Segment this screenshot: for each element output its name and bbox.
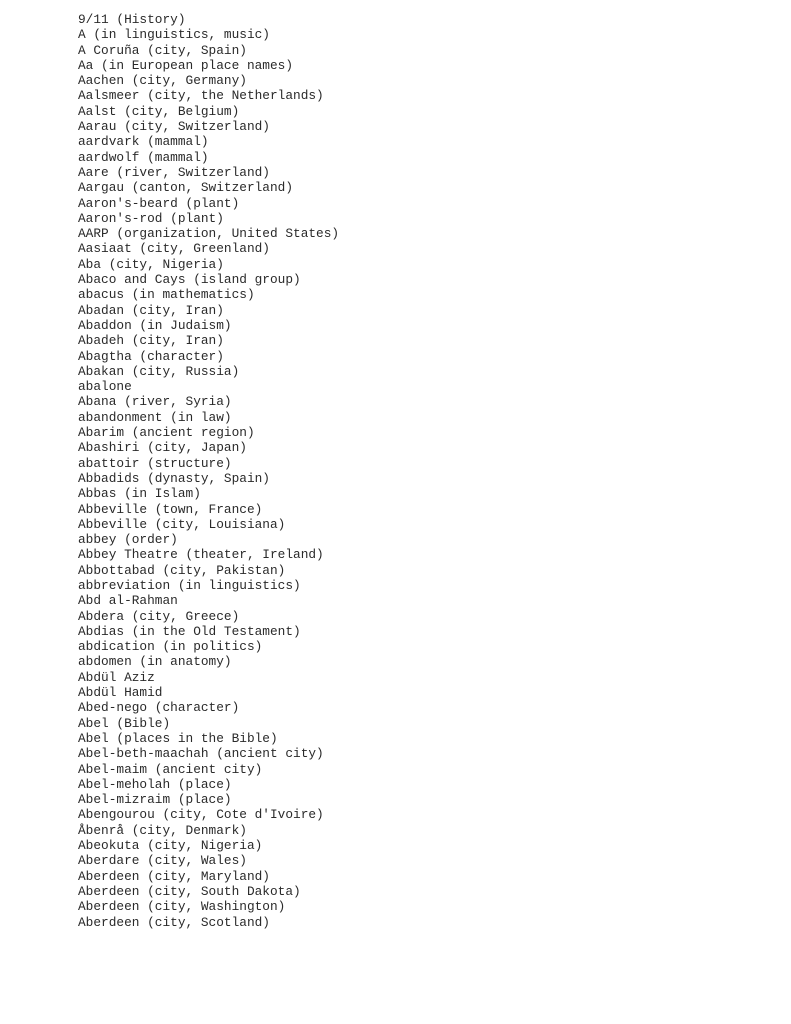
index-entry: Aa (in European place names) <box>78 57 294 73</box>
index-entry: Abel-beth-maachah (ancient city) <box>78 746 324 762</box>
index-entry: abbreviation (in linguistics) <box>78 577 301 593</box>
index-entry: Abadeh (city, Iran) <box>78 333 224 349</box>
index-entry: Åbenrå (city, Denmark) <box>78 822 247 838</box>
index-entry: Abel (places in the Bible) <box>78 730 278 746</box>
index-entry: Abdera (city, Greece) <box>78 608 240 624</box>
index-entry: Aarau (city, Switzerland) <box>78 119 270 135</box>
index-entry: Abengourou (city, Cote d'Ivoire) <box>78 807 324 823</box>
index-entry: 9/11 (History) <box>78 12 186 27</box>
index-entry: Abel-maim (ancient city) <box>78 761 263 777</box>
index-entry: aardwolf (mammal) <box>78 149 209 165</box>
index-entry: Abana (river, Syria) <box>78 394 232 410</box>
index-entry: Aaron's-rod (plant) <box>78 210 224 226</box>
index-entry: Aalsmeer (city, the Netherlands) <box>78 88 324 104</box>
index-entry: Abaddon (in Judaism) <box>78 317 232 333</box>
index-entry: Aberdare (city, Wales) <box>78 853 247 869</box>
index-entry: A (in linguistics, music) <box>78 27 270 43</box>
index-entry: Abadan (city, Iran) <box>78 302 224 318</box>
index-entry: Abbeville (city, Louisiana) <box>78 516 286 532</box>
index-entry: Abagtha (character) <box>78 348 224 364</box>
index-entry: abattoir (structure) <box>78 455 232 471</box>
index-entry: Abbeville (town, France) <box>78 501 263 517</box>
index-entry: abacus (in mathematics) <box>78 287 255 303</box>
index-entry: Aberdeen (city, Maryland) <box>78 868 270 884</box>
index-entry: Abbey Theatre (theater, Ireland) <box>78 547 324 563</box>
index-entry: abalone <box>78 379 132 395</box>
index-entry: Aalst (city, Belgium) <box>78 103 240 119</box>
index-entry: Aargau (canton, Switzerland) <box>78 180 294 196</box>
index-entry: Aberdeen (city, Scotland) <box>78 914 270 930</box>
index-entry: A Coruña (city, Spain) <box>78 42 247 58</box>
index-entry: Abashiri (city, Japan) <box>78 440 247 456</box>
index-entry: Abaco and Cays (island group) <box>78 272 301 288</box>
index-entry: Aare (river, Switzerland) <box>78 164 270 180</box>
index-entry: Abbottabad (city, Pakistan) <box>78 562 286 578</box>
index-entry: Aasiaat (city, Greenland) <box>78 241 270 257</box>
index-entry: Aberdeen (city, Washington) <box>78 899 286 915</box>
index-entry: abdomen (in anatomy) <box>78 654 232 670</box>
index-entry: Abel-meholah (place) <box>78 776 232 792</box>
index-entry: Abbadids (dynasty, Spain) <box>78 470 270 486</box>
document-page <box>78 12 778 930</box>
index-entry: Aberdeen (city, South Dakota) <box>78 883 301 899</box>
index-entry: Abdias (in the Old Testament) <box>78 623 301 639</box>
index-entry: Abeokuta (city, Nigeria) <box>78 838 263 854</box>
index-entry: Abel-mizraim (place) <box>78 792 232 808</box>
index-entry: abandonment (in law) <box>78 409 232 425</box>
index-entry: Abed-nego (character) <box>78 700 240 716</box>
index-entry: Aba (city, Nigeria) <box>78 256 224 272</box>
index-entry: Abbas (in Islam) <box>78 486 201 502</box>
index-entry: abdication (in politics) <box>78 639 263 655</box>
index-entry-list <box>78 12 778 930</box>
index-entry: abbey (order) <box>78 532 178 548</box>
index-entry: Abel (Bible) <box>78 715 171 731</box>
index-entry: AARP (organization, United States) <box>78 226 340 242</box>
index-entry: Aaron's-beard (plant) <box>78 195 240 211</box>
index-entry: Abarim (ancient region) <box>78 425 255 441</box>
index-entry: Abdül Aziz <box>78 669 155 685</box>
index-entry: aardvark (mammal) <box>78 134 209 150</box>
index-entry: Abd al-Rahman <box>78 593 178 609</box>
index-entry: Abakan (city, Russia) <box>78 363 240 379</box>
index-entry: Abdül Hamid <box>78 685 163 701</box>
index-entry: Aachen (city, Germany) <box>78 73 247 89</box>
